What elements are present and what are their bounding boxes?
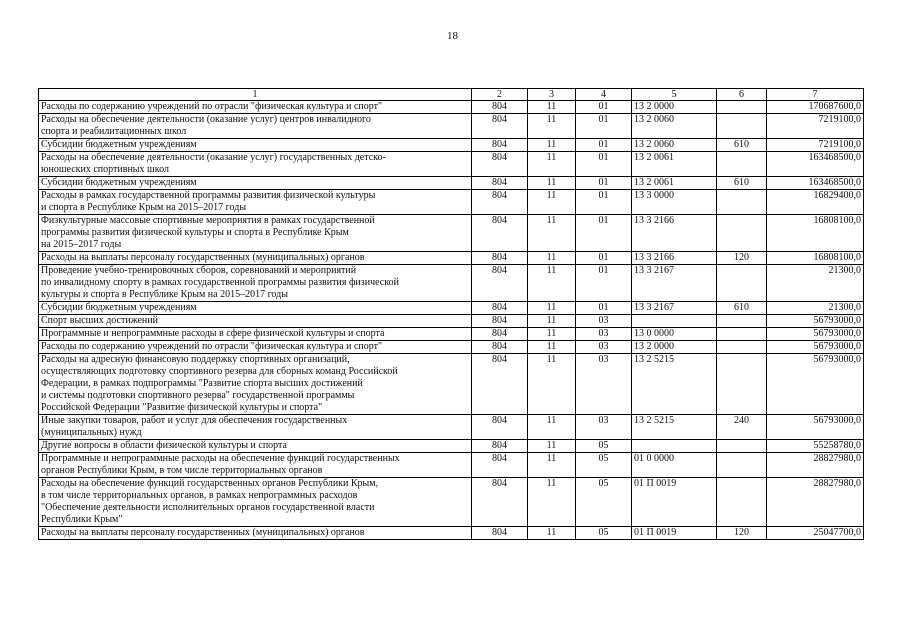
table-cell: 804 <box>472 139 528 152</box>
table-cell: 11 <box>528 302 576 315</box>
table-cell: Расходы на адресную финансовую поддержку спортивных организаций, осуществляющих подготовку спортивного резерва для сборных команд Российской Федерации, в рамках подпрограммы "Развитие спорта высших достижений и системы подготовки спортивного резерва" государственной программы Российской Федерации "Развитие физической культуры и спорта" <box>39 354 472 415</box>
table-cell: 01 <box>576 265 632 302</box>
table-cell: 11 <box>528 265 576 302</box>
table-cell: 13 2 5215 <box>632 415 717 440</box>
table-cell: 11 <box>528 177 576 190</box>
table-cell: 120 <box>717 527 767 540</box>
table-cell <box>717 478 767 527</box>
table-cell: 13 3 2167 <box>632 302 717 315</box>
table-cell: 11 <box>528 415 576 440</box>
table-row <box>39 440 864 453</box>
table-row <box>39 453 864 478</box>
table-cell: 03 <box>576 315 632 328</box>
table-row <box>39 190 864 215</box>
table-cell: 56793000,0 <box>767 328 864 341</box>
table-cell: Иные закупки товаров, работ и услуг для обеспечения государственных (муниципальных) нужд <box>39 415 472 440</box>
table-cell: 05 <box>576 527 632 540</box>
table-cell: 01 <box>576 252 632 265</box>
table-cell <box>717 190 767 215</box>
table-cell: 13 2 0060 <box>632 114 717 139</box>
table-row <box>39 252 864 265</box>
table-cell: Программные и непрограммные расходы на обеспечение функций государственных органов Республики Крым, в том числе территориальных органов <box>39 453 472 478</box>
table-cell: 13 2 0000 <box>632 341 717 354</box>
table-cell: 01 <box>576 215 632 252</box>
table-cell: 01 П 0019 <box>632 527 717 540</box>
table-cell: Расходы на обеспечение функций государственных органов Республики Крым, в том числе территориальных органов, в рамках непрограммных расходов "Обеспечение деятельности исполнительных органов государственной власти Республики Крым" <box>39 478 472 527</box>
table-cell: 7219100,0 <box>767 114 864 139</box>
table-cell: 11 <box>528 315 576 328</box>
table-cell: 13 2 0061 <box>632 177 717 190</box>
table-row <box>39 114 864 139</box>
table-cell: 21300,0 <box>767 302 864 315</box>
table-cell <box>717 265 767 302</box>
table-cell: 11 <box>528 101 576 114</box>
column-header: 2 <box>472 89 528 101</box>
table-cell <box>717 315 767 328</box>
table-cell: 16829400,0 <box>767 190 864 215</box>
table-cell: 11 <box>528 453 576 478</box>
table-cell: 11 <box>528 114 576 139</box>
table-cell: 01 <box>576 101 632 114</box>
table-cell <box>717 114 767 139</box>
table-cell: 804 <box>472 527 528 540</box>
table-cell: 28827980,0 <box>767 478 864 527</box>
budget-table <box>38 88 864 540</box>
table-cell: Субсидии бюджетным учреждениям <box>39 139 472 152</box>
table-cell: Расходы на выплаты персоналу государственных (муниципальных) органов <box>39 252 472 265</box>
table-cell: Субсидии бюджетным учреждениям <box>39 302 472 315</box>
table-cell: Расходы по содержанию учреждений по отрасли "физическая культура и спорт" <box>39 101 472 114</box>
table-cell: 25047700,0 <box>767 527 864 540</box>
table-cell: 05 <box>576 453 632 478</box>
table-cell: 56793000,0 <box>767 341 864 354</box>
table-cell <box>717 101 767 114</box>
table-cell: Физкультурные массовые спортивные мероприятия в рамках государственной программы развития физической культуры и спорта в Республике Крым на 2015–2017 годы <box>39 215 472 252</box>
table-cell: Программные и непрограммные расходы в сфере физической культуры и спорта <box>39 328 472 341</box>
table-row <box>39 101 864 114</box>
table-cell: 804 <box>472 302 528 315</box>
table-cell: 01 0 0000 <box>632 453 717 478</box>
table-header-row <box>39 89 864 101</box>
table-row <box>39 152 864 177</box>
table-cell: 05 <box>576 478 632 527</box>
table-cell: 804 <box>472 265 528 302</box>
table-cell: 16808100,0 <box>767 252 864 265</box>
table-row <box>39 315 864 328</box>
table-cell: 01 <box>576 302 632 315</box>
table-cell: 11 <box>528 527 576 540</box>
table-row <box>39 215 864 252</box>
table-cell: 03 <box>576 328 632 341</box>
table-cell: Проведение учебно-тренировочных сборов, соревнований и мероприятий по инвалидному спорту в рамках государственной программы развития физической культуры и спорта в Республике Крым на 2015–2017 годы <box>39 265 472 302</box>
table-cell: 13 3 0000 <box>632 190 717 215</box>
table-cell: 03 <box>576 354 632 415</box>
table-cell: 56793000,0 <box>767 415 864 440</box>
table-cell <box>717 328 767 341</box>
column-header: 1 <box>39 89 472 101</box>
table-cell: 163468500,0 <box>767 177 864 190</box>
table-cell: 804 <box>472 341 528 354</box>
table-cell: 804 <box>472 177 528 190</box>
table-cell: 11 <box>528 252 576 265</box>
table-cell: 01 <box>576 114 632 139</box>
table-row <box>39 527 864 540</box>
table-cell: 01 <box>576 152 632 177</box>
table-cell: 11 <box>528 215 576 252</box>
table-cell: 55258780,0 <box>767 440 864 453</box>
table-row <box>39 328 864 341</box>
table-cell: 804 <box>472 152 528 177</box>
table-cell: 13 0 0000 <box>632 328 717 341</box>
table-cell: 13 2 0060 <box>632 139 717 152</box>
table-cell: Другие вопросы в области физической культуры и спорта <box>39 440 472 453</box>
table-cell: 804 <box>472 354 528 415</box>
table-cell: 11 <box>528 440 576 453</box>
table-cell: 610 <box>717 139 767 152</box>
table-cell: 240 <box>717 415 767 440</box>
table-row <box>39 341 864 354</box>
table-cell: 01 П 0019 <box>632 478 717 527</box>
table-cell: Расходы по содержанию учреждений по отрасли "физическая культура и спорт" <box>39 341 472 354</box>
table-cell: Спорт высших достижений <box>39 315 472 328</box>
table-cell: 13 2 0061 <box>632 152 717 177</box>
table-row <box>39 265 864 302</box>
table-cell <box>717 341 767 354</box>
table-row <box>39 177 864 190</box>
table-cell: 13 3 2166 <box>632 215 717 252</box>
table-cell: 804 <box>472 415 528 440</box>
table-cell: 01 <box>576 139 632 152</box>
table-cell: 804 <box>472 315 528 328</box>
table-cell: 7219100,0 <box>767 139 864 152</box>
table-cell: 804 <box>472 215 528 252</box>
column-header: 6 <box>717 89 767 101</box>
table-cell: Субсидии бюджетным учреждениям <box>39 177 472 190</box>
table-cell: 03 <box>576 415 632 440</box>
table-cell: 11 <box>528 478 576 527</box>
table-cell: 16808100,0 <box>767 215 864 252</box>
table-cell: 610 <box>717 302 767 315</box>
table-cell: 13 3 2166 <box>632 252 717 265</box>
table-cell: 13 3 2167 <box>632 265 717 302</box>
table-cell: 804 <box>472 453 528 478</box>
table-row <box>39 415 864 440</box>
table-cell: 13 2 0000 <box>632 101 717 114</box>
table-cell: 03 <box>576 341 632 354</box>
table-cell: 05 <box>576 440 632 453</box>
table-cell: Расходы на выплаты персоналу государственных (муниципальных) органов <box>39 527 472 540</box>
page-number: 18 <box>447 30 458 42</box>
table-cell: 11 <box>528 152 576 177</box>
table-cell: 13 2 5215 <box>632 354 717 415</box>
table-cell: 11 <box>528 190 576 215</box>
table-cell: 804 <box>472 190 528 215</box>
table-cell: 56793000,0 <box>767 315 864 328</box>
table-cell <box>717 215 767 252</box>
column-header: 4 <box>576 89 632 101</box>
table-row <box>39 354 864 415</box>
table-cell: 56793000,0 <box>767 354 864 415</box>
table-cell <box>717 453 767 478</box>
table-row <box>39 478 864 527</box>
table-cell: 804 <box>472 328 528 341</box>
table-cell: 120 <box>717 252 767 265</box>
table-cell: Расходы на обеспечение деятельности (оказание услуг) государственных детско- юношеских спортивных школ <box>39 152 472 177</box>
table-cell <box>717 440 767 453</box>
table-cell <box>717 354 767 415</box>
table-row <box>39 302 864 315</box>
column-header: 7 <box>767 89 864 101</box>
table-cell: 163468500,0 <box>767 152 864 177</box>
table-cell: 01 <box>576 177 632 190</box>
table-cell: 804 <box>472 440 528 453</box>
table-cell: Расходы в рамках государственной программы развития физической культуры и спорта в Республике Крым на 2015–2017 годы <box>39 190 472 215</box>
column-header: 5 <box>632 89 717 101</box>
table-cell <box>632 315 717 328</box>
table-cell: 11 <box>528 328 576 341</box>
table-cell: 610 <box>717 177 767 190</box>
table-cell: 170687600,0 <box>767 101 864 114</box>
table-cell: 11 <box>528 139 576 152</box>
table-cell: 28827980,0 <box>767 453 864 478</box>
table-cell <box>717 152 767 177</box>
table-cell <box>632 440 717 453</box>
table-cell: 804 <box>472 114 528 139</box>
column-header: 3 <box>528 89 576 101</box>
table-cell: 804 <box>472 252 528 265</box>
table-cell: 01 <box>576 190 632 215</box>
table-row <box>39 139 864 152</box>
table-cell: 804 <box>472 101 528 114</box>
table-cell: 21300,0 <box>767 265 864 302</box>
table-cell: 804 <box>472 478 528 527</box>
table-cell: 11 <box>528 341 576 354</box>
table-cell: 11 <box>528 354 576 415</box>
table-cell: Расходы на обеспечение деятельности (оказание услуг) центров инвалидного спорта и реабилитационных школ <box>39 114 472 139</box>
